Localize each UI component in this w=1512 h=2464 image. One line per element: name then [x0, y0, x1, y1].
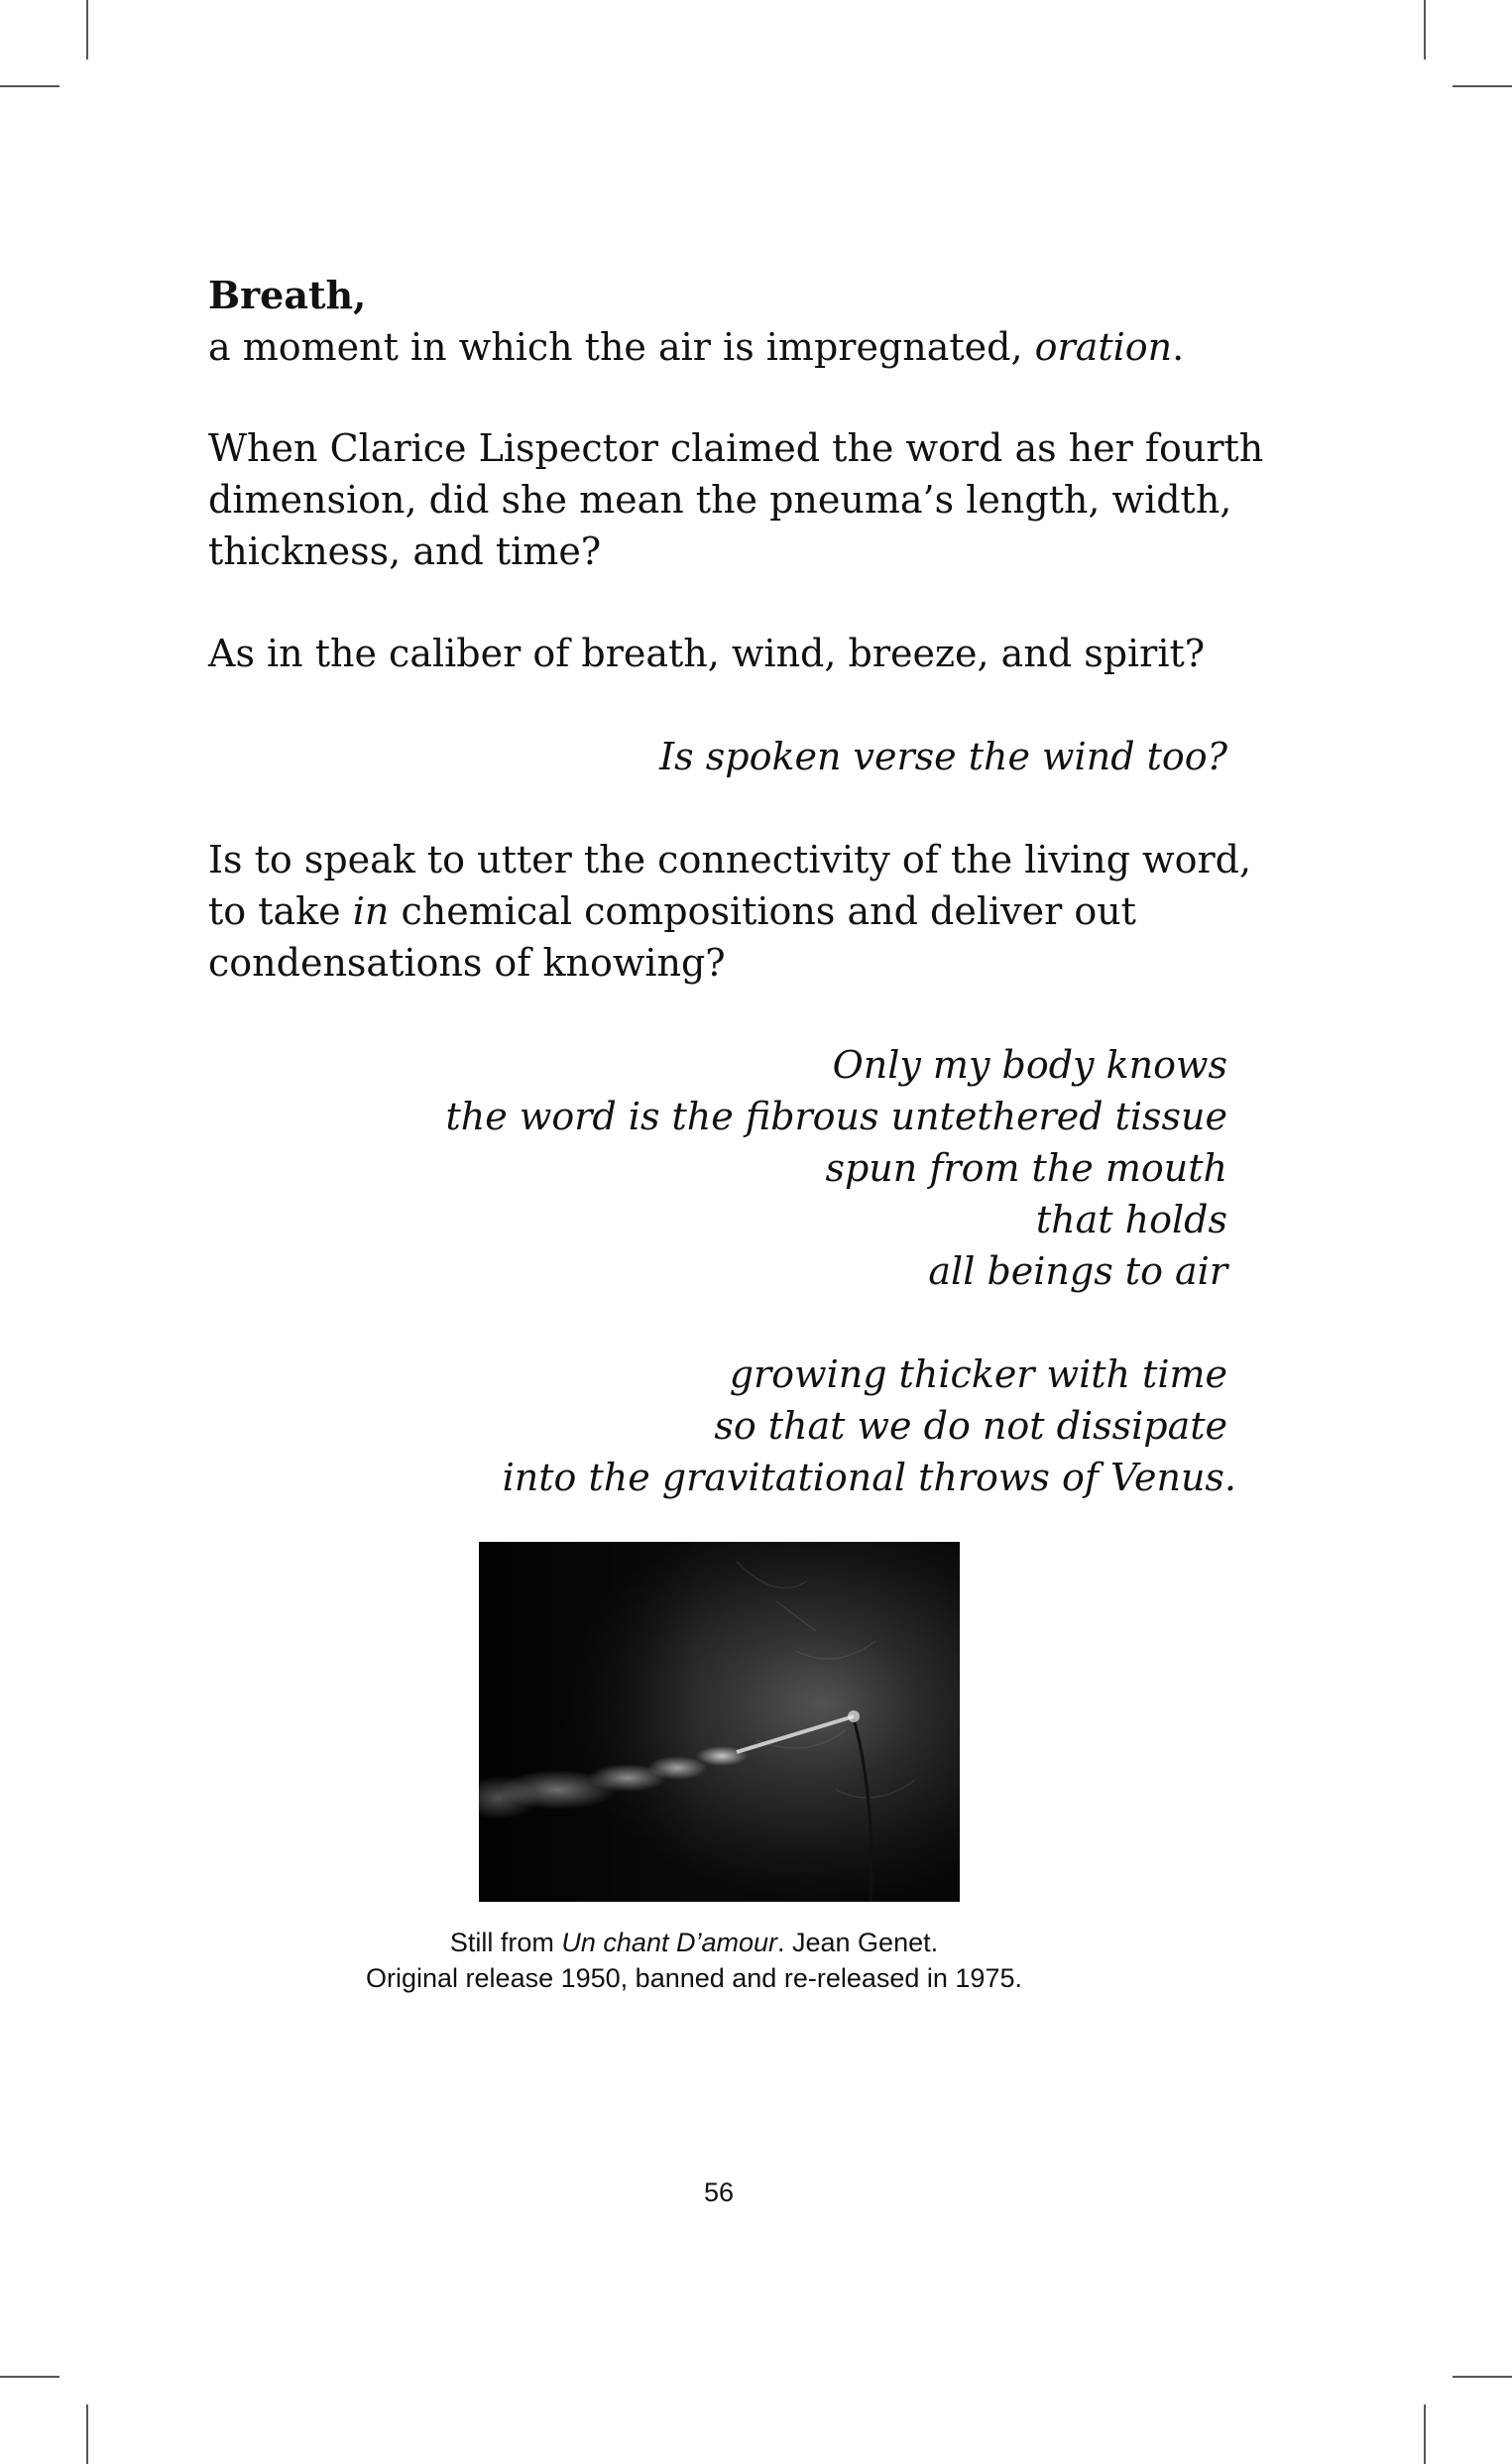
- poem-line: so that we do not dissipate: [714, 1404, 1227, 1448]
- crop-mark: [86, 0, 88, 59]
- page-number: 56: [703, 2177, 735, 2207]
- text-run: . Jean Genet.: [777, 1928, 939, 1957]
- stanza-lispector: [208, 422, 1263, 577]
- stanza-line: When Clarice Lispector claimed the word as her fourth: [208, 426, 1264, 470]
- stanza-spoken-verse: [659, 731, 1227, 782]
- poem-line: the word is the fibrous untethered tissue: [445, 1095, 1227, 1138]
- figure-caption: [0, 1925, 1388, 1996]
- stanza-heading: Breath,: [208, 273, 367, 317]
- emphasis: oration: [1034, 325, 1173, 369]
- stanza-line: Is spoken verse the wind too?: [659, 735, 1227, 778]
- film-still-image: [479, 1542, 960, 1902]
- emphasis: in: [352, 889, 390, 933]
- poem-line: all beings to air: [928, 1249, 1227, 1293]
- poem-part-1: [446, 1039, 1227, 1297]
- text-run: chemical compositions and deliver out: [389, 889, 1136, 933]
- crop-mark: [1453, 2376, 1512, 2378]
- caption-line: [0, 1925, 1388, 1960]
- poem-line: into the gravitational throws of Venus.: [502, 1456, 1236, 1499]
- stanza-line: [208, 321, 1184, 373]
- text-run: .: [1172, 325, 1185, 369]
- stanza-line: Is to speak to utter the connectivity of the living word,: [208, 838, 1252, 881]
- crop-mark: [1424, 2405, 1426, 2464]
- poem-part-2: [503, 1349, 1236, 1503]
- stanza-line: thickness, and time?: [208, 529, 602, 573]
- poem-line: growing thicker with time: [729, 1352, 1227, 1396]
- film-title: Un chant D’amour: [561, 1928, 777, 1957]
- film-still-graphic: [479, 1542, 960, 1902]
- stanza-line: As in the caliber of breath, wind, breeze, and spirit?: [208, 632, 1206, 675]
- poem-line: Only my body knows: [832, 1043, 1227, 1087]
- poem-line: spun from the mouth: [825, 1146, 1227, 1190]
- text-run: Still from: [449, 1928, 562, 1957]
- stanza-line: condensations of knowing?: [208, 941, 726, 985]
- crop-mark: [0, 2376, 59, 2378]
- caption-line: Original release 1950, banned and re-released in 1975.: [366, 1963, 1022, 1993]
- poem-line: that holds: [1035, 1198, 1227, 1241]
- text-run: to take: [208, 889, 353, 933]
- crop-mark: [0, 85, 59, 87]
- crop-mark: [1424, 0, 1426, 59]
- text-run: a moment in which the air is impregnated,: [208, 325, 1035, 369]
- stanza-breath: [208, 270, 1184, 373]
- stanza-line: dimension, did she mean the pneuma’s length, width,: [208, 478, 1232, 522]
- crop-mark: [1453, 85, 1512, 87]
- stanza-line: [208, 885, 1251, 937]
- stanza-caliber: [208, 628, 1205, 679]
- crop-mark: [86, 2405, 88, 2464]
- stanza-speak: [208, 834, 1251, 989]
